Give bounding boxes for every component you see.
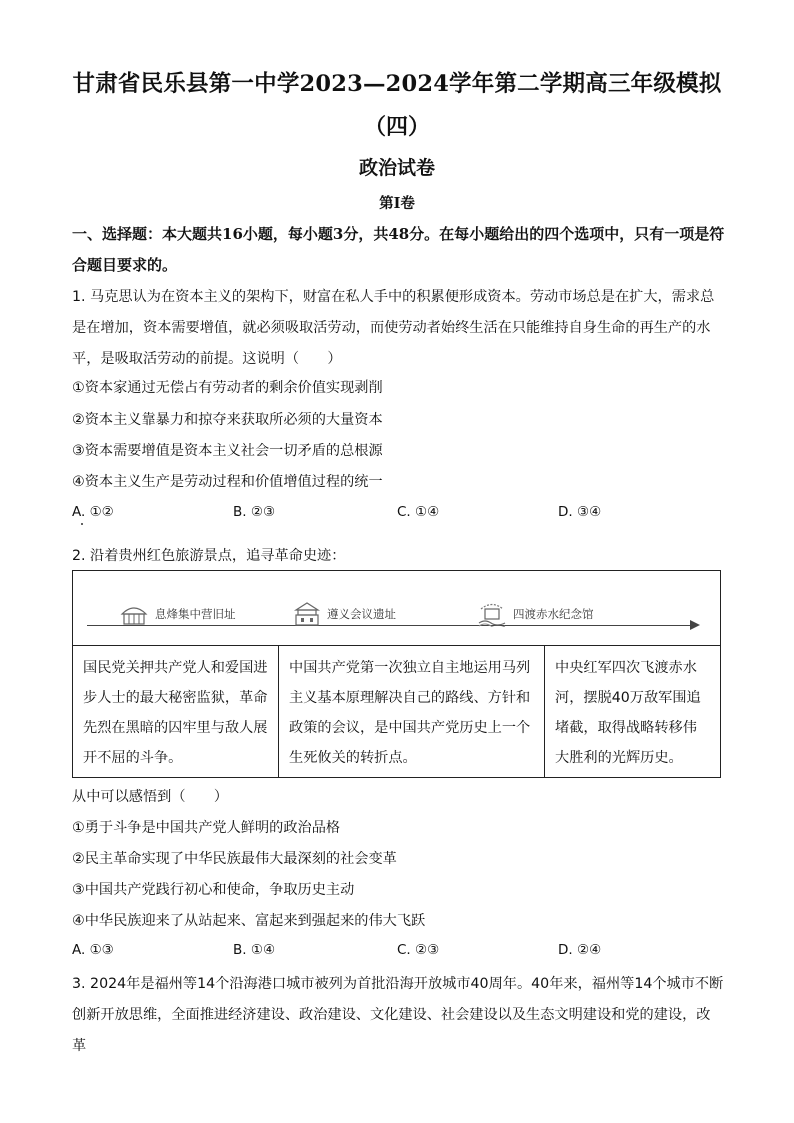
question-1-option-1: ①资本家通过无偿占有劳动者的剩余价值实现剥削: [72, 380, 383, 396]
choice-c[interactable]: C. ①④: [397, 504, 440, 520]
route-timeline: [73, 571, 720, 646]
red-tourism-table: [72, 570, 721, 778]
volume-label: 第Ⅰ卷: [379, 195, 415, 212]
choice-a[interactable]: A. ①②: [72, 504, 114, 520]
question-2-option-3: ③中国共产党践行初心和使命，争取历史主动: [72, 882, 355, 898]
prison-building-icon: [119, 602, 149, 626]
table-cell-xifeng: 国民党关押共产党人和爱国进步人士的最大秘密监狱，革命先烈在黑暗的囚牢里与敌人展开不屈的斗争。: [73, 645, 279, 777]
question-2-option-2: ②民主革命实现了中华民族最伟大最深刻的社会变革: [72, 851, 397, 867]
route-arrow-head: [690, 620, 700, 630]
subject-title: 政治试卷: [358, 157, 435, 179]
section-instructions: 一、选择题：本大题共16小题，每小题3分，共48分。在每小题给出的四个选项中，只有一项是符合题目要求的。: [72, 225, 725, 274]
question-1-option-4: ④资本主义生产是劳动过程和价值增值过程的统一: [72, 474, 383, 490]
question-2-stem: 2. 沿着贵州红色旅游景点，追寻革命史迹：: [72, 548, 346, 564]
exam-title: 甘肃省民乐县第一中学2023—2024学年第二学期高三年级模拟: [72, 71, 722, 97]
question-1-stem: 1. 马克思认为在资本主义的架构下，财富在私人手中的积累便形成资本。劳动市场总是在扩大，需求总是在增加，资本需要增值，就必须吸取活劳动，而使劳动者始终生活在只能维持自身生命的再生产的水平，是吸取活劳动的前提。这说明（ ）: [72, 289, 715, 367]
question-1-choices: [72, 504, 732, 526]
memorial-hall-icon: [477, 601, 507, 627]
meeting-hall-icon: [293, 601, 321, 627]
choice-c[interactable]: C. ②③: [397, 942, 440, 958]
question-2-option-1: ①勇于斗争是中国共产党人鲜明的政治品格: [72, 820, 341, 836]
question-1-option-3: ③资本需要增值是资本主义社会一切矛盾的总根源: [72, 443, 383, 459]
exam-title-number: （四）: [363, 114, 430, 140]
choice-d[interactable]: D. ②④: [558, 942, 602, 958]
question-2-prompt: 从中可以感悟到（ ）: [72, 789, 229, 805]
question-1-option-2: ②资本主义靠暴力和掠夺来获取所必须的大量资本: [72, 412, 383, 428]
table-cell-zunyi: 中国共产党第一次独立自主地运用马列主义基本原理解决自己的路线、方针和政策的会议，是中国共产党历史上一个生死攸关的转折点。: [279, 645, 545, 777]
choice-b[interactable]: B. ②③: [233, 504, 276, 520]
route-site-2-label: 遵义会议遗址: [327, 607, 396, 621]
route-site-1-label: 息烽集中营旧址: [155, 607, 236, 621]
question-2-option-4: ④中华民族迎来了从站起来、富起来到强起来的伟大飞跃: [72, 913, 426, 929]
question-3-stem: 3. 2024年是福州等14个沿海港口城市被列为首批沿海开放城市40周年。40年来，福州等14个城市不断创新开放思维，全面推进经济建设、政治建设、文化建设、社会建设以及生态文明建设和党的建设，改革: [72, 976, 724, 1054]
route-site-3: [477, 601, 594, 627]
route-site-1: [119, 601, 236, 627]
question-2-choices: [72, 942, 732, 964]
choice-b[interactable]: B. ①④: [233, 942, 276, 958]
choice-a[interactable]: A. ①③: [72, 942, 114, 958]
stray-dot: [81, 523, 83, 525]
route-site-3-label: 四渡赤水纪念馆: [513, 607, 594, 621]
choice-d[interactable]: D. ③④: [558, 504, 602, 520]
route-site-2: [293, 601, 396, 627]
table-cell-chishui: 中央红军四次飞渡赤水河，摆脱40万敌军围追堵截，取得战略转移伟大胜利的光辉历史。: [555, 660, 701, 766]
